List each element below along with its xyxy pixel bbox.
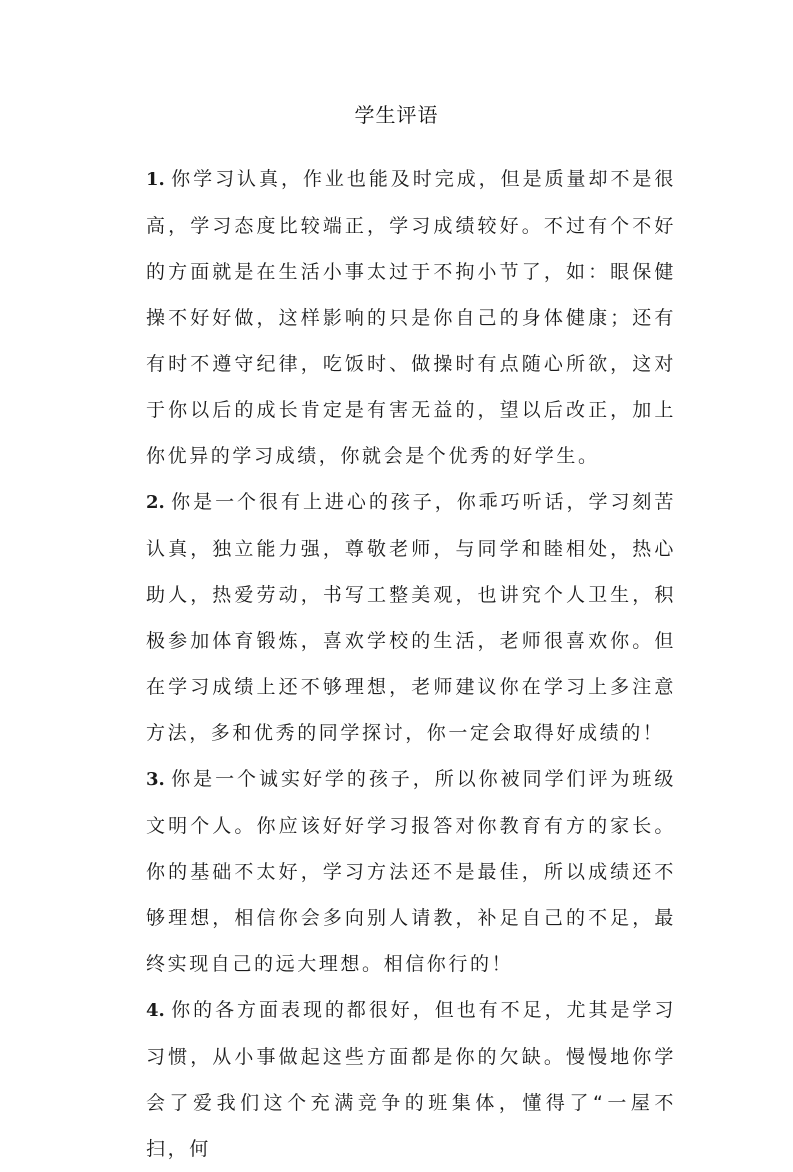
paragraph-text: 你是一个诚实好学的孩子，所以你被同学们评为班级文明个人。你应该好好学习报答对你教育有方的家长。你的基础不太好，学习方法还不是最佳，所以成绩还不够理想，相信你会多向别人请教，补足自己的不足，最终实现自己的远大理想。相信你行的！ (146, 768, 676, 975)
paragraph-text: 你学习认真，作业也能及时完成，但是质量却不是很高，学习态度比较端正，学习成绩较好。不过有个不好的方面就是在生活小事太过于不拘小节了，如：眼保健操不好好做，这样影响的只是你自己的身体健康；还有有时不遵守纪律，吃饭时、做操时有点随心所欲，这对于你以后的成长肯定是有害无益的，望以后改正，加上你优异的学习成绩，你就会是个优秀的好学生。 (146, 168, 676, 467)
paragraph-number: 1. (146, 169, 165, 190)
paragraph-3 (146, 756, 676, 987)
paragraph-text: 你是一个很有上进心的孩子，你乖巧听话，学习刻苦认真，独立能力强，尊敬老师，与同学和睦相处，热心助人，热爱劳动，书写工整美观，也讲究个人卫生，积极参加体育锻炼，喜欢学校的生活，老师很喜欢你。但在学习成绩上还不够理想，老师建议你在学习上多注意方法，多和优秀的同学探讨，你一定会取得好成绩的！ (146, 491, 676, 744)
paragraph-number: 2. (146, 492, 165, 513)
paragraph-2 (146, 479, 676, 756)
paragraph-1 (146, 156, 676, 479)
document-title: 学生评语 (354, 103, 439, 127)
paragraph-4 (146, 987, 676, 1172)
paragraph-text: 你的各方面表现的都很好，但也有不足，尤其是学习习惯，从小事做起这些方面都是你的欠缺。慢慢地你学会了爱我们这个充满竞争的班集体，懂得了“一屋不扫，何 (146, 999, 676, 1160)
paragraph-number: 4. (146, 1000, 165, 1021)
paragraph-number: 3. (146, 769, 165, 790)
document-body (146, 156, 676, 1172)
